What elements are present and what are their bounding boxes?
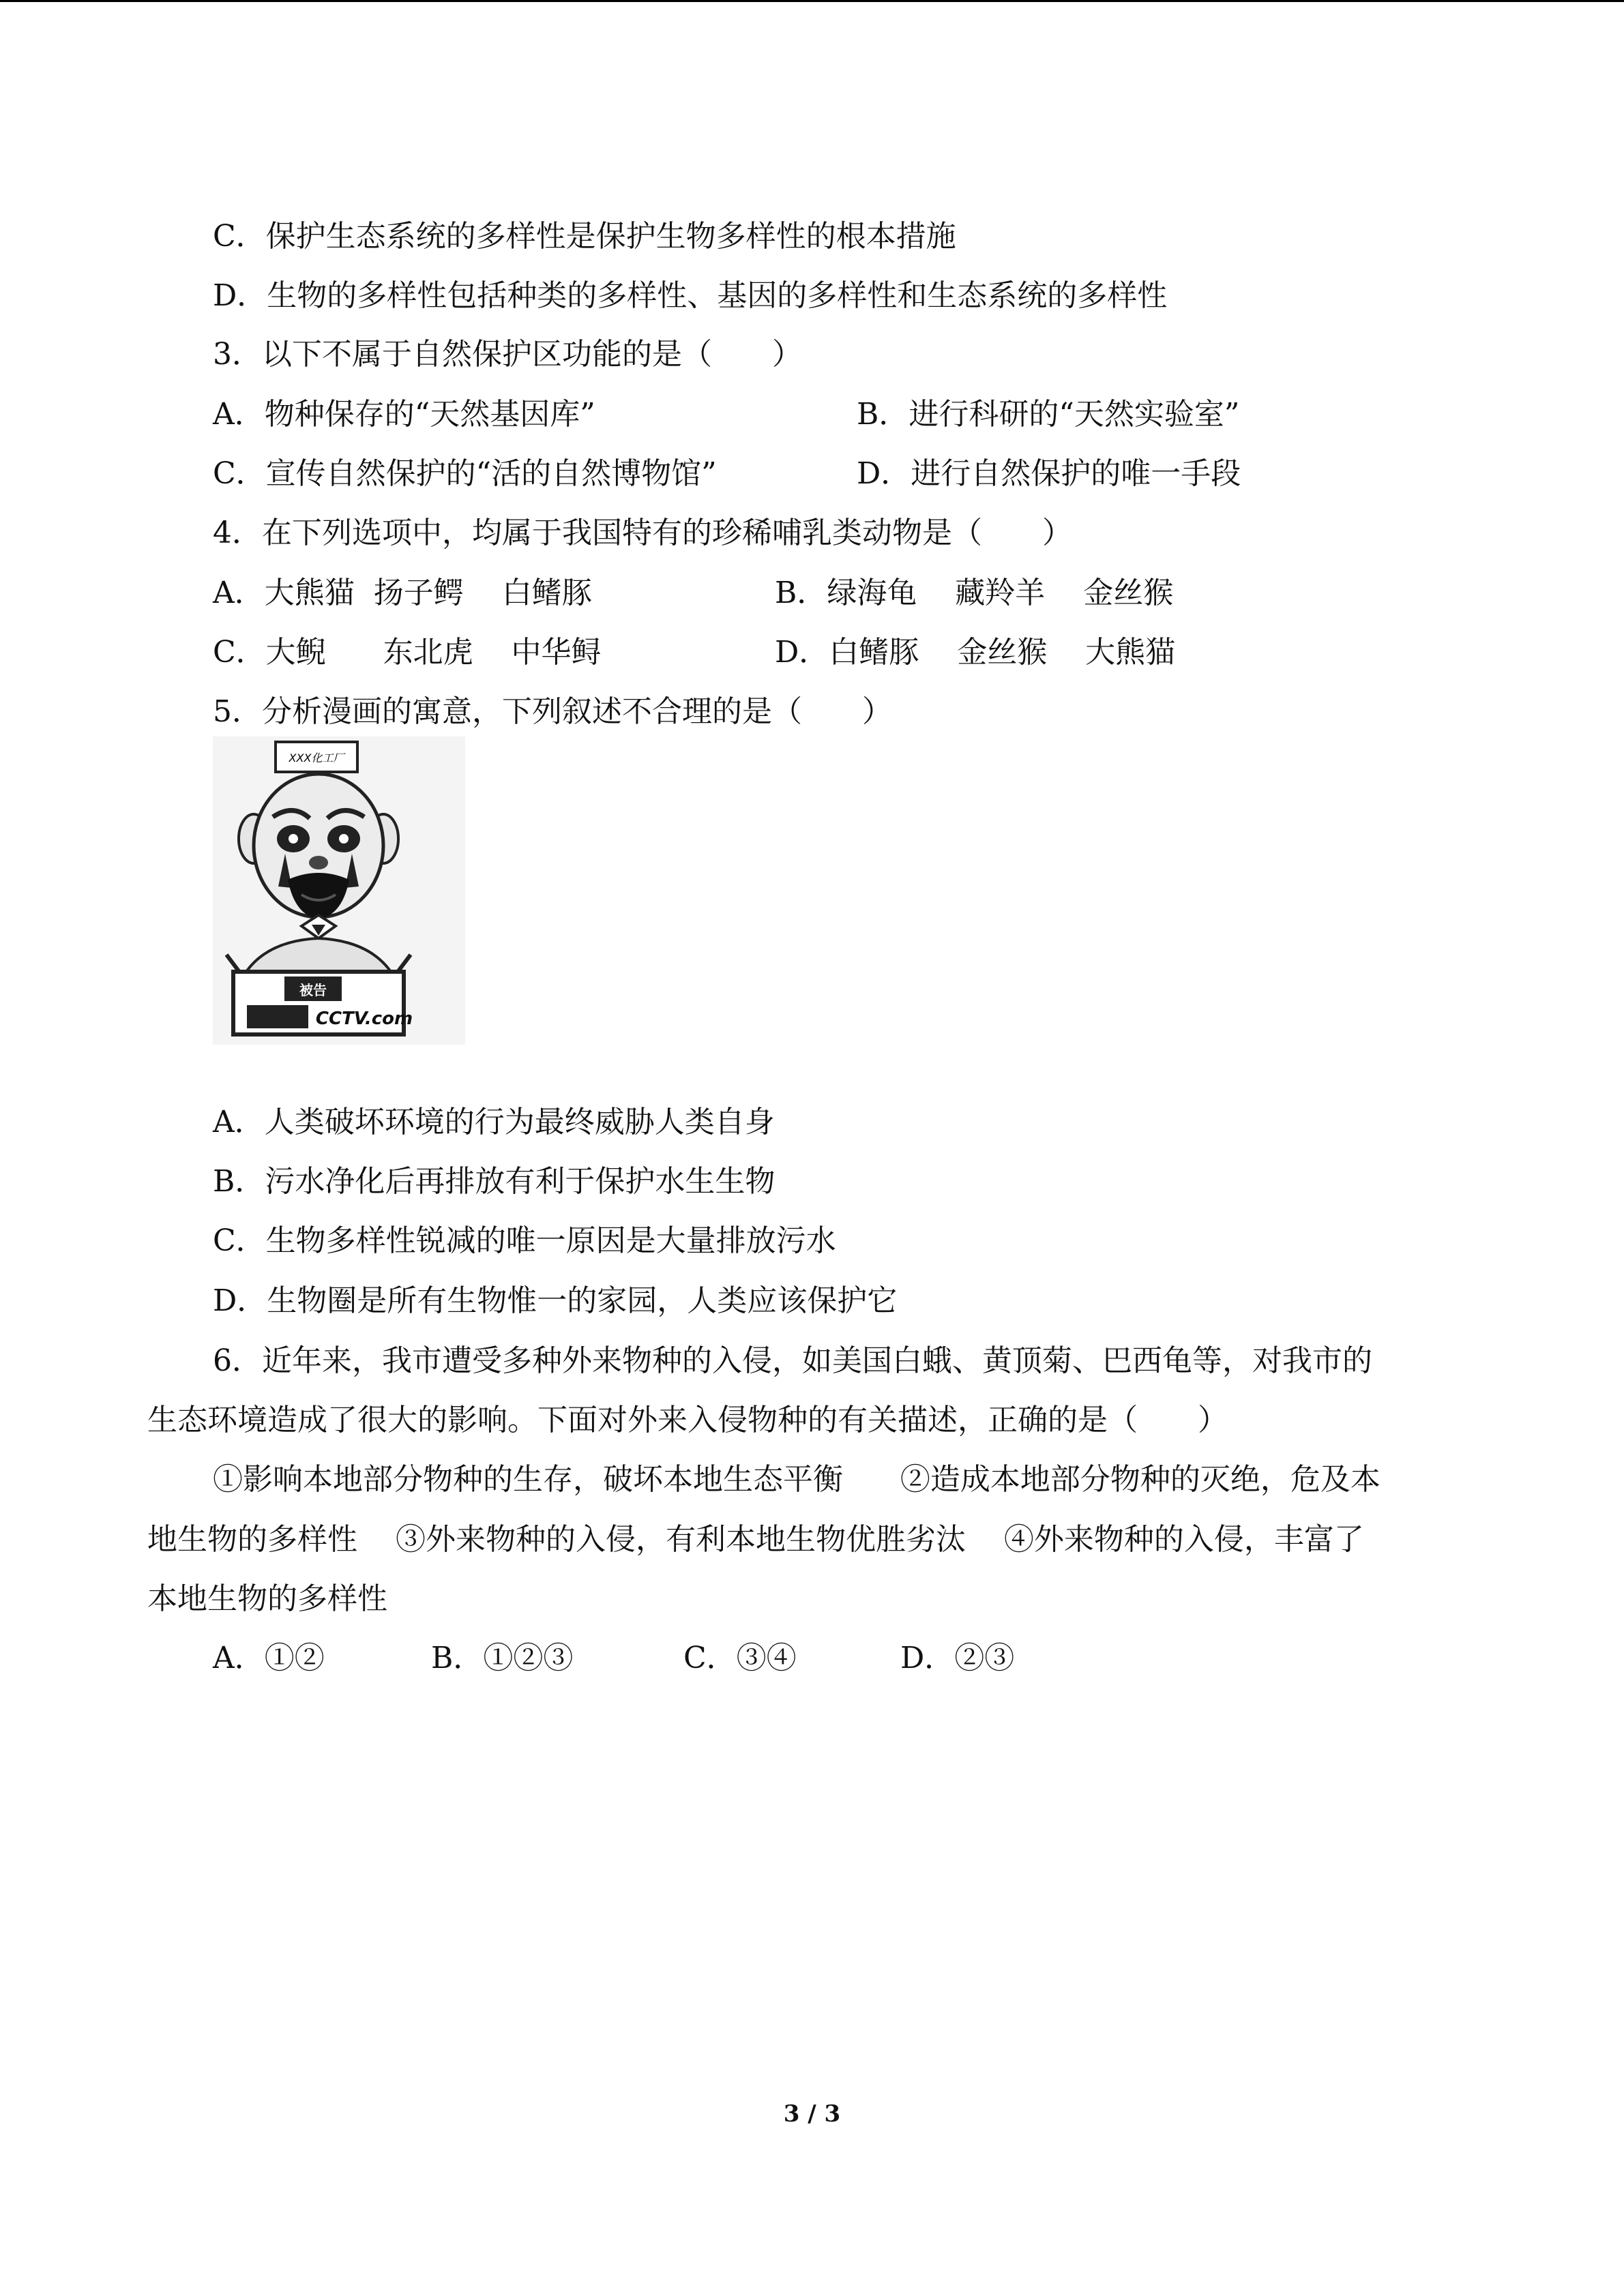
q4-option-c: C．大鲵 东北虎 中华鲟 xyxy=(213,635,602,670)
q2-option-d: D．生物的多样性包括种类的多样性、基因的多样性和生态系统的多样性 xyxy=(213,278,1168,313)
cartoon-image xyxy=(213,736,465,1045)
q6-option-c: C．③④ xyxy=(683,1641,797,1675)
q4-stem: 4．在下列选项中，均属于我国特有的珍稀哺乳类动物是（ ） xyxy=(213,516,1072,550)
q5-option-c: C．生物多样性锐减的唯一原因是大量排放污水 xyxy=(213,1223,836,1258)
q6-stem-line2: 生态环境造成了很大的影响。下面对外来入侵物种的有关描述，正确的是（ ） xyxy=(147,1403,1228,1437)
q3-option-b: B．进行科研的“天然实验室” xyxy=(857,397,1240,432)
q6-items-line2: 地生物的多样性 ③外来物种的入侵，有利本地生物优胜劣汰 ④外来物种的入侵，丰富了 xyxy=(147,1522,1364,1557)
top-border xyxy=(0,0,1624,2)
q4-option-a: A．大熊猫 扬子鳄 白鳍豚 xyxy=(213,576,592,610)
q5-option-d: D．生物圈是所有生物惟一的家园，人类应该保护它 xyxy=(213,1283,898,1318)
q6-stem-line1: 6．近年来，我市遭受多种外来物种的入侵，如美国白蛾、黄顶菊、巴西龟等，对我市的 xyxy=(213,1343,1372,1378)
q4-option-d: D．白鳍豚 金丝猴 大熊猫 xyxy=(775,635,1176,670)
q2-option-c: C．保护生态系统的多样性是保护生物多样性的根本措施 xyxy=(213,219,956,254)
q3-option-a: A．物种保存的“天然基因库” xyxy=(213,397,595,432)
q3-option-c: C．宣传自然保护的“活的自然博物馆” xyxy=(213,456,717,491)
q6-items-line1: ①影响本地部分物种的生存，破坏本地生态平衡 ②造成本地部分物种的灭绝，危及本 xyxy=(213,1462,1381,1497)
cartoon-box-text: 被告 xyxy=(299,982,327,998)
q3-option-d: D．进行自然保护的唯一手段 xyxy=(857,456,1241,491)
cartoon-sign-text: XXX化工厂 xyxy=(289,751,344,764)
q3-stem: 3．以下不属于自然保护区功能的是（ ） xyxy=(213,337,802,372)
q6-items-line3: 本地生物的多样性 xyxy=(147,1581,387,1616)
q5-option-a: A．人类破坏环境的行为最终威胁人类自身 xyxy=(213,1105,775,1139)
page-number: 3 / 3 xyxy=(783,2100,841,2128)
cartoon-watermark: CCTV.com xyxy=(315,1009,413,1029)
q6-option-a: A．①② xyxy=(213,1641,325,1675)
q5-stem: 5．分析漫画的寓意，下列叙述不合理的是（ ） xyxy=(213,694,892,729)
q6-option-d: D．②③ xyxy=(900,1641,1015,1675)
q4-option-b: B．绿海龟 藏羚羊 金丝猴 xyxy=(775,576,1174,610)
q5-option-b: B．污水净化后再排放有利于保护水生生物 xyxy=(213,1164,776,1199)
q6-option-b: B．①②③ xyxy=(431,1641,574,1675)
